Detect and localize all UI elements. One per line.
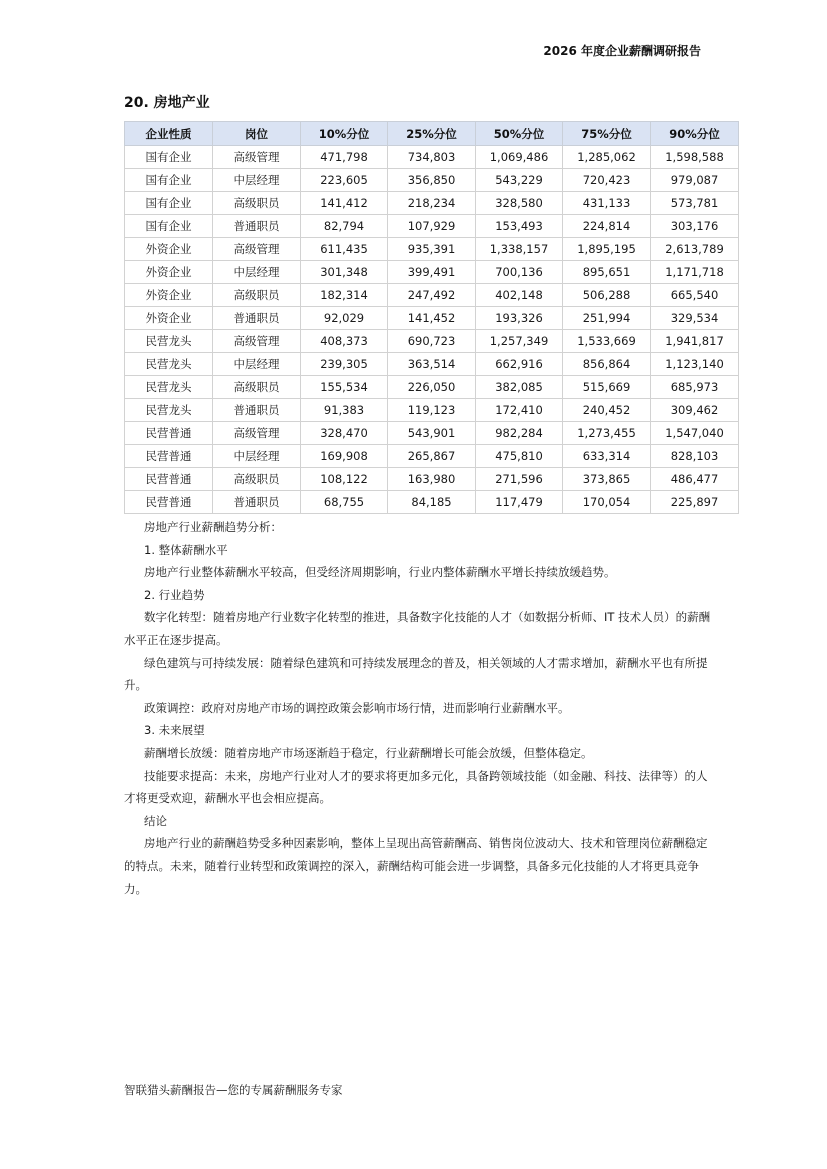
table-row	[125, 238, 739, 261]
table-cell: 700,136	[476, 261, 563, 284]
table-cell: 515,669	[563, 376, 651, 399]
table-row	[125, 468, 739, 491]
table-cell: 225,897	[651, 491, 739, 514]
table-cell: 543,901	[388, 422, 476, 445]
table-cell: 982,284	[476, 422, 563, 445]
table-cell: 民营普通	[125, 491, 213, 514]
table-cell: 民营龙头	[125, 399, 213, 422]
table-cell: 226,050	[388, 376, 476, 399]
analysis-paragraph-digital: 数字化转型：随着房地产行业数字化转型的推进，具备数字化技能的人才（如数据分析师、IT 技术人员）的薪酬水平正在逐步提高。	[124, 610, 711, 647]
table-cell: 224,814	[563, 215, 651, 238]
table-cell: 民营龙头	[125, 353, 213, 376]
table-cell: 普通职员	[213, 307, 301, 330]
table-cell: 国有企业	[125, 146, 213, 169]
table-cell: 356,850	[388, 169, 476, 192]
table-cell: 169,908	[301, 445, 388, 468]
table-cell: 中层经理	[213, 261, 301, 284]
table-cell: 399,491	[388, 261, 476, 284]
table-cell: 979,087	[651, 169, 739, 192]
table-cell: 高级职员	[213, 376, 301, 399]
table-row	[125, 445, 739, 468]
table-cell: 265,867	[388, 445, 476, 468]
table-cell: 309,462	[651, 399, 739, 422]
analysis-paragraph-slowdown: 薪酬增长放缓：随着房地产市场逐渐趋于稳定，行业薪酬增长可能会放缓，但整体稳定。	[144, 745, 593, 760]
table-cell: 153,493	[476, 215, 563, 238]
table-cell: 1,533,669	[563, 330, 651, 353]
table-cell: 895,651	[563, 261, 651, 284]
table-cell: 民营普通	[125, 468, 213, 491]
table-cell: 172,410	[476, 399, 563, 422]
table-cell: 108,122	[301, 468, 388, 491]
table-cell: 856,864	[563, 353, 651, 376]
table-cell: 431,133	[563, 192, 651, 215]
analysis-heading-overall: 1. 整体薪酬水平	[144, 542, 228, 557]
table-cell: 1,257,349	[476, 330, 563, 353]
table-cell: 高级职员	[213, 468, 301, 491]
analysis-intro: 房地产行业薪酬趋势分析：	[144, 520, 282, 534]
table-cell: 107,929	[388, 215, 476, 238]
table-cell: 163,980	[388, 468, 476, 491]
analysis-paragraph-conclusion: 房地产行业的薪酬趋势受多种因素影响，整体上呈现出高管薪酬高、销售岗位波动大、技术和管理岗位薪酬稳定的特点。未来，随着行业转型和政策调控的深入，薪酬结构可能会进一步调整，具备多元化技能的人才将更具竞争力。	[124, 836, 708, 896]
table-cell: 中层经理	[213, 169, 301, 192]
table-cell: 民营普通	[125, 445, 213, 468]
table-header-cell: 50%分位	[476, 122, 563, 146]
table-cell: 301,348	[301, 261, 388, 284]
table-row	[125, 215, 739, 238]
table-cell: 251,994	[563, 307, 651, 330]
table-cell: 382,085	[476, 376, 563, 399]
table-cell: 303,176	[651, 215, 739, 238]
table-cell: 665,540	[651, 284, 739, 307]
section-title: 20. 房地产业	[124, 95, 210, 111]
table-cell: 223,605	[301, 169, 388, 192]
salary-table-body	[125, 146, 739, 514]
analysis-paragraph-policy: 政策调控：政府对房地产市场的调控政策会影响市场行情，进而影响行业薪酬水平。	[144, 700, 570, 715]
table-header-cell: 90%分位	[651, 122, 739, 146]
table-row	[125, 169, 739, 192]
table-cell: 170,054	[563, 491, 651, 514]
table-cell: 155,534	[301, 376, 388, 399]
table-cell: 720,423	[563, 169, 651, 192]
table-cell: 外资企业	[125, 238, 213, 261]
table-cell: 734,803	[388, 146, 476, 169]
table-cell: 141,452	[388, 307, 476, 330]
table-cell: 475,810	[476, 445, 563, 468]
table-header-cell: 10%分位	[301, 122, 388, 146]
table-cell: 民营龙头	[125, 330, 213, 353]
table-cell: 117,479	[476, 491, 563, 514]
analysis-section	[124, 516, 714, 900]
table-cell: 193,326	[476, 307, 563, 330]
table-cell: 高级管理	[213, 238, 301, 261]
table-cell: 中层经理	[213, 353, 301, 376]
table-header-row	[125, 122, 739, 146]
table-cell: 高级职员	[213, 192, 301, 215]
table-header-cell: 25%分位	[388, 122, 476, 146]
table-cell: 182,314	[301, 284, 388, 307]
analysis-paragraph-skills: 技能要求提高：未来，房地产行业对人才的要求将更加多元化，具备跨领域技能（如金融、科技、法律等）的人才将更受欢迎，薪酬水平也会相应提高。	[124, 768, 708, 806]
table-row	[125, 330, 739, 353]
table-cell: 271,596	[476, 468, 563, 491]
table-cell: 68,755	[301, 491, 388, 514]
table-row	[125, 261, 739, 284]
table-cell: 高级职员	[213, 284, 301, 307]
table-row	[125, 284, 739, 307]
table-row	[125, 422, 739, 445]
table-cell: 国有企业	[125, 169, 213, 192]
table-cell: 402,148	[476, 284, 563, 307]
table-row	[125, 399, 739, 422]
table-cell: 中层经理	[213, 445, 301, 468]
table-cell: 92,029	[301, 307, 388, 330]
table-cell: 486,477	[651, 468, 739, 491]
table-row	[125, 307, 739, 330]
table-cell: 471,798	[301, 146, 388, 169]
table-cell: 国有企业	[125, 215, 213, 238]
table-header-cell: 75%分位	[563, 122, 651, 146]
table-cell: 91,383	[301, 399, 388, 422]
table-cell: 328,580	[476, 192, 563, 215]
table-cell: 1,895,195	[563, 238, 651, 261]
table-cell: 119,123	[388, 399, 476, 422]
table-cell: 1,941,817	[651, 330, 739, 353]
table-cell: 141,412	[301, 192, 388, 215]
table-cell: 828,103	[651, 445, 739, 468]
table-cell: 935,391	[388, 238, 476, 261]
table-cell: 240,452	[563, 399, 651, 422]
table-cell: 408,373	[301, 330, 388, 353]
table-cell: 239,305	[301, 353, 388, 376]
table-cell: 506,288	[563, 284, 651, 307]
table-cell: 1,338,157	[476, 238, 563, 261]
table-cell: 633,314	[563, 445, 651, 468]
analysis-heading-trends: 2. 行业趋势	[144, 587, 205, 602]
table-cell: 外资企业	[125, 307, 213, 330]
salary-table-header	[125, 122, 739, 146]
table-cell: 84,185	[388, 491, 476, 514]
analysis-heading-outlook: 3. 未来展望	[144, 723, 205, 738]
table-cell: 329,534	[651, 307, 739, 330]
table-cell: 373,865	[563, 468, 651, 491]
table-cell: 662,916	[476, 353, 563, 376]
table-row	[125, 146, 739, 169]
table-cell: 普通职员	[213, 215, 301, 238]
table-cell: 普通职员	[213, 491, 301, 514]
page-footer: 智联猎头薪酬报告—您的专属薪酬服务专家	[124, 1083, 343, 1097]
analysis-paragraph-overall: 房地产行业整体薪酬水平较高，但受经济周期影响，行业内整体薪酬水平增长持续放缓趋势。	[144, 565, 616, 580]
table-cell: 1,547,040	[651, 422, 739, 445]
table-cell: 普通职员	[213, 399, 301, 422]
table-cell: 外资企业	[125, 261, 213, 284]
table-cell: 高级管理	[213, 146, 301, 169]
table-cell: 1,273,455	[563, 422, 651, 445]
table-row	[125, 376, 739, 399]
table-cell: 民营普通	[125, 422, 213, 445]
table-cell: 1,171,718	[651, 261, 739, 284]
table-cell: 1,285,062	[563, 146, 651, 169]
analysis-heading-conclusion: 结论	[144, 813, 167, 828]
table-cell: 543,229	[476, 169, 563, 192]
table-row	[125, 192, 739, 215]
page-header-title: 2026 年度企业薪酬调研报告	[543, 44, 701, 58]
salary-table	[124, 121, 739, 514]
table-cell: 2,613,789	[651, 238, 739, 261]
table-cell: 690,723	[388, 330, 476, 353]
table-cell: 685,973	[651, 376, 739, 399]
table-cell: 外资企业	[125, 284, 213, 307]
table-cell: 82,794	[301, 215, 388, 238]
table-cell: 573,781	[651, 192, 739, 215]
table-cell: 1,123,140	[651, 353, 739, 376]
table-cell: 民营龙头	[125, 376, 213, 399]
table-cell: 218,234	[388, 192, 476, 215]
table-row	[125, 491, 739, 514]
table-cell: 1,598,588	[651, 146, 739, 169]
analysis-paragraph-green: 绿色建筑与可持续发展：随着绿色建筑和可持续发展理念的普及，相关领域的人才需求增加，薪酬水平也有所提升。	[124, 655, 708, 693]
table-cell: 247,492	[388, 284, 476, 307]
table-header-cell: 岗位	[213, 122, 301, 146]
table-cell: 1,069,486	[476, 146, 563, 169]
table-row	[125, 353, 739, 376]
table-cell: 国有企业	[125, 192, 213, 215]
table-cell: 高级管理	[213, 330, 301, 353]
table-cell: 363,514	[388, 353, 476, 376]
table-cell: 611,435	[301, 238, 388, 261]
table-header-cell: 企业性质	[125, 122, 213, 146]
table-cell: 高级管理	[213, 422, 301, 445]
table-cell: 328,470	[301, 422, 388, 445]
